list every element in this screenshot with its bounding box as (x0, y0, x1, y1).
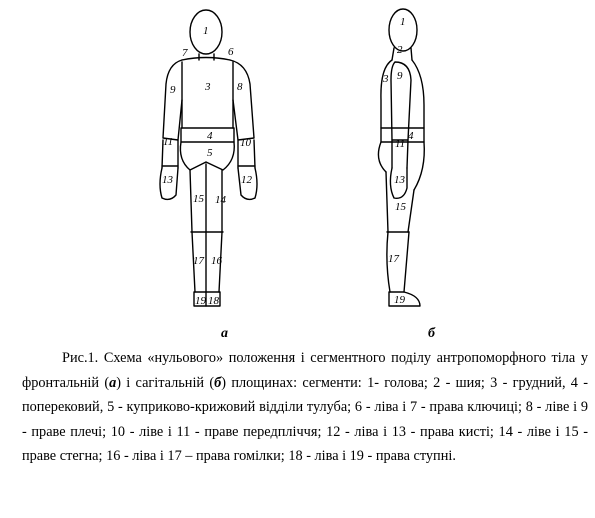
side-label-4: 4 (408, 130, 414, 142)
panel-label-a: а (221, 326, 228, 341)
front-label-6: 6 (228, 46, 234, 58)
front-shoulders (182, 58, 230, 61)
front-label-7: 7 (182, 47, 188, 59)
front-label-19: 19 (195, 295, 206, 307)
side-chest (412, 60, 424, 128)
front-label-5: 5 (207, 147, 213, 159)
front-label-11: 11 (163, 136, 174, 148)
front-label-15: 15 (193, 193, 204, 205)
side-label-13: 13 (394, 174, 405, 186)
front-label-10: 10 (240, 137, 251, 149)
front-arm-left (163, 60, 182, 140)
front-label-12: 12 (241, 174, 252, 186)
front-label-8: 8 (237, 81, 243, 93)
side-back (381, 60, 392, 128)
figure-caption (22, 346, 588, 469)
side-label-11: 11 (395, 138, 406, 150)
caption-middle: ) і сагітальній ( (116, 374, 215, 391)
caption-b: б (214, 374, 222, 391)
front-label-9: 9 (170, 84, 176, 96)
side-buttock (378, 142, 386, 172)
side-label-9: 9 (397, 70, 403, 82)
front-label-14: 14 (215, 194, 226, 206)
side-label-3: 3 (383, 73, 389, 85)
caption-a: а (109, 374, 117, 391)
side-label-19: 19 (394, 294, 405, 306)
caption-suffix: ) площинах: сегменти: 1- голова; 2 - шия; 3 - грудний, 4 - поперековий, 5 - куприково-крижовий відділи тулуба; 6 - ліва і 7 - права ключиці; 8 - ліве і 9 - праве плечі; 10 - ліве і 11 - праве передпліччя; 12 - ліва і 13 - права кисті; 14 - ліве і 15 - праве стегна; 16 - ліва і 17 – права гомілки; 18 - ліва і 19 - права ступні. (22, 374, 589, 464)
front-torso (182, 62, 233, 128)
front-label-16: 16 (211, 255, 222, 267)
side-label-15: 15 (395, 201, 406, 213)
side-label-2: 2 (397, 44, 403, 56)
front-label-4: 4 (207, 130, 213, 142)
side-label-1: 1 (400, 16, 406, 28)
front-label-18: 18 (208, 295, 219, 307)
side-front-hip (414, 142, 424, 190)
front-label-1: 1 (203, 25, 209, 37)
front-label-13: 13 (162, 174, 173, 186)
side-label-17: 17 (388, 253, 399, 265)
caption-paragraph (22, 346, 588, 469)
caption-prefix: Рис.1. Схема «нульового» положення і сегментного поділу антропоморфного тіла у фронтальній ( (22, 350, 588, 391)
front-label-17: 17 (193, 255, 204, 267)
panel-label-b: б (428, 326, 435, 341)
front-label-3: 3 (205, 81, 211, 93)
